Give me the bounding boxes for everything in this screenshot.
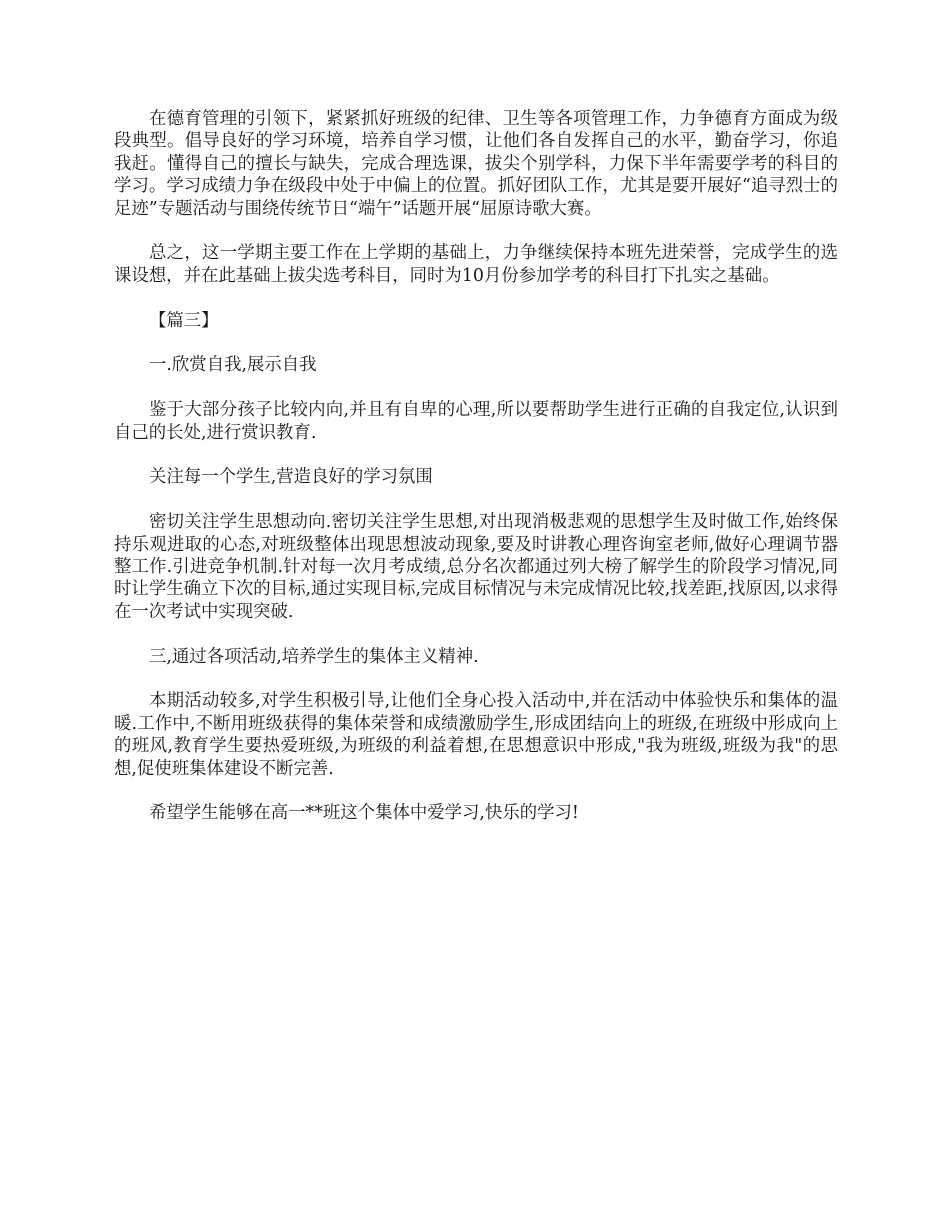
paragraph-self-positioning: 鉴于大部分孩子比较内向,并且有自卑的心理,所以要帮助学生进行正确的自我定位,认识到自己的长处,进行赏识教育. [114, 400, 838, 443]
heading-appreciate-self: 一.欣赏自我,展示自我 [149, 355, 317, 376]
paragraph-student-thoughts: 密切关注学生思想动向.密切关注学生思想,对出现消极悲观的思想学生及时做工作,始终保持乐观进取的心态,对班级整体出现思想波动现象,要及时讲教心理咨询室老师,做好心理调节器整工作.引进竞争机制.针对每一次月考成绩,总分名次都通过列大榜了解学生的阶段学习情况,同时让学生确立下次的目标,通过实现目标,完成目标情况与未完成情况比较,找差距,找原因,以求得在一次考试中实现突破. [114, 512, 838, 622]
heading-collective-activities: 三,通过各项活动,培养学生的集体主义精神. [149, 646, 479, 667]
heading-care-every-student: 关注每一个学生,营造良好的学习氛围 [149, 467, 433, 488]
paragraph-summary: 总之，这一学期主要工作在上学期的基础上，力争继续保持本班先进荣誉，完成学生的选课设想，并在此基础上拔尖选考科目，同时为10月份参加学考的科目打下扎实之基础。 [114, 243, 838, 286]
document-body [114, 108, 838, 847]
paragraph-closing-wish: 希望学生能够在高一**班这个集体中爱学习,快乐的学习! [149, 803, 579, 824]
paragraph-moral-management: 在德育管理的引领下，紧紧抓好班级的纪律、卫生等各项管理工作，力争德育方面成为级段典型。倡导良好的学习环境，培养自学习惯，让他们各自发挥自己的水平，勤奋学习，你追我赶。懂得自己的擅长与缺失，完成合理选课，拔尖个别学科，力保下半年需要学考的科目的学习。学习成绩力争在级段中处于中偏上的位置。抓好团队工作，尤其是要开展好“追寻烈士的足迹”专题活动与围绕传统节日“端午”话题开展“屈原诗歌大赛。 [114, 109, 838, 219]
section-heading-part-three: 【篇三】 [149, 310, 219, 331]
paragraph-activities: 本期活动较多,对学生积极引导,让他们全身心投入活动中,并在活动中体验快乐和集体的温暖.工作中,不断用班级获得的集体荣誉和成绩激励学生,形成团结向上的班级,在班级中形成向上的班风,教育学生要热爱班级,为班级的利益着想,在思想意识中形成,"我为班级,班级为我"的思想,促使班集体建设不断完善. [114, 691, 838, 779]
